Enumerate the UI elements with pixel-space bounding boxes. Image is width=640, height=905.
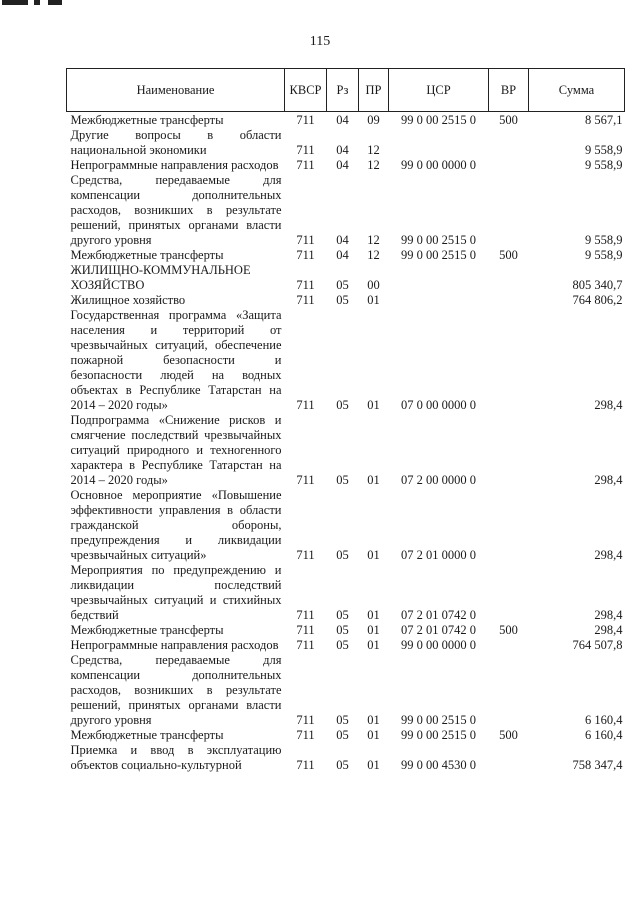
row-rz: 04 — [336, 113, 349, 127]
row-vr — [489, 173, 529, 248]
row-kvsr: 711 — [296, 278, 315, 292]
row-vr — [489, 308, 529, 413]
row-csr: 99 0 00 2515 0 — [401, 113, 476, 127]
row-vr — [489, 263, 529, 293]
row-sum: 298,4 — [594, 548, 623, 562]
row-sum: 758 347,4 — [572, 758, 623, 772]
row-kvsr: 711 — [296, 473, 315, 487]
row-rz: 04 — [336, 248, 349, 262]
row-sum: 6 160,4 — [585, 713, 623, 727]
table-row — [67, 728, 625, 743]
row-vr — [489, 128, 529, 158]
row-vr: 500 — [499, 248, 518, 262]
header-kvsr: КВСР — [285, 69, 327, 112]
row-name: Межбюджетные трансферты — [70, 248, 224, 262]
row-pr: 01 — [367, 623, 380, 637]
row-csr: 99 0 00 4530 0 — [401, 758, 476, 772]
row-pr: 12 — [367, 233, 380, 247]
row-pr: 01 — [367, 758, 380, 772]
row-rz: 05 — [336, 398, 349, 412]
row-name: Другие вопросы в области национальной экономики — [70, 128, 282, 157]
row-rz: 05 — [336, 728, 349, 742]
row-name: Жилищное хозяйство — [70, 293, 186, 307]
header-pr: ПР — [359, 69, 389, 112]
row-pr: 01 — [367, 473, 380, 487]
table-row — [67, 293, 625, 308]
table-row — [67, 128, 625, 158]
row-kvsr: 711 — [296, 758, 315, 772]
scan-corner-mark — [0, 0, 70, 6]
row-vr — [489, 653, 529, 728]
row-kvsr: 711 — [296, 728, 315, 742]
row-csr — [389, 128, 489, 158]
row-vr: 500 — [499, 728, 518, 742]
row-csr: 99 0 00 0000 0 — [401, 638, 476, 652]
row-pr: 09 — [367, 113, 380, 127]
table-row — [67, 112, 625, 129]
row-sum: 298,4 — [594, 473, 623, 487]
row-vr — [489, 293, 529, 308]
header-rz: Рз — [327, 69, 359, 112]
row-kvsr: 711 — [296, 293, 315, 307]
row-name: ЖИЛИЩНО-КОММУНАЛЬНОЕ ХОЗЯЙСТВО — [70, 263, 251, 292]
row-sum: 764 806,2 — [572, 293, 623, 307]
row-csr: 99 0 00 2515 0 — [401, 728, 476, 742]
row-name: Средства, передаваемые для компенсации дополнительных расходов, возникших в результате решений, принятых органами власти другого уровня — [70, 653, 282, 727]
row-csr: 99 0 00 2515 0 — [401, 233, 476, 247]
row-vr — [489, 488, 529, 563]
row-name: Непрограммные направления расходов — [70, 638, 279, 652]
row-rz: 04 — [336, 158, 349, 172]
row-rz: 05 — [336, 548, 349, 562]
row-csr: 07 2 00 0000 0 — [401, 473, 476, 487]
row-sum: 9 558,9 — [585, 158, 623, 172]
table-header-row — [67, 69, 625, 112]
row-csr: 99 0 00 2515 0 — [401, 713, 476, 727]
table-row — [67, 623, 625, 638]
row-sum: 9 558,9 — [585, 233, 623, 247]
table-row — [67, 563, 625, 623]
row-kvsr: 711 — [296, 248, 315, 262]
row-name: Приемка и ввод в эксплуатацию объектов социально-культурной — [70, 743, 282, 772]
row-kvsr: 711 — [296, 548, 315, 562]
row-kvsr: 711 — [296, 638, 315, 652]
row-kvsr: 711 — [296, 713, 315, 727]
row-name: Межбюджетные трансферты — [70, 113, 224, 127]
header-vr: ВР — [489, 69, 529, 112]
row-vr — [489, 413, 529, 488]
row-name: Непрограммные направления расходов — [70, 158, 279, 172]
table-row — [67, 308, 625, 413]
row-name: Государственная программа «Защита населения и территорий от чрезвычайных ситуаций, обеспечение пожарной безопасности и безопасности людей на водных объектах в Республике Татарстан на 2014 – 2020 годы» — [70, 308, 282, 412]
row-pr: 01 — [367, 398, 380, 412]
row-vr: 500 — [499, 113, 518, 127]
row-pr: 01 — [367, 548, 380, 562]
row-vr: 500 — [499, 623, 518, 637]
row-kvsr: 711 — [296, 623, 315, 637]
row-pr: 12 — [367, 158, 380, 172]
row-pr: 12 — [367, 248, 380, 262]
row-sum: 805 340,7 — [572, 278, 623, 292]
row-rz: 04 — [336, 233, 349, 247]
row-name: Межбюджетные трансферты — [70, 623, 224, 637]
row-kvsr: 711 — [296, 158, 315, 172]
row-rz: 04 — [336, 143, 349, 157]
row-csr — [389, 293, 489, 308]
table-row — [67, 263, 625, 293]
row-sum: 6 160,4 — [585, 728, 623, 742]
row-sum: 9 558,9 — [585, 143, 623, 157]
row-pr: 12 — [367, 143, 380, 157]
row-rz: 05 — [336, 278, 349, 292]
row-kvsr: 711 — [296, 113, 315, 127]
row-csr: 99 0 00 0000 0 — [401, 158, 476, 172]
table-row — [67, 413, 625, 488]
row-csr: 07 0 00 0000 0 — [401, 398, 476, 412]
row-rz: 05 — [336, 638, 349, 652]
row-vr — [489, 743, 529, 773]
row-kvsr: 711 — [296, 608, 315, 622]
row-vr — [489, 638, 529, 653]
row-kvsr: 711 — [296, 233, 315, 247]
row-rz: 05 — [336, 758, 349, 772]
table-row — [67, 248, 625, 263]
header-sum: Сумма — [529, 69, 625, 112]
table-row — [67, 743, 625, 773]
row-rz: 05 — [336, 623, 349, 637]
row-sum: 298,4 — [594, 623, 623, 637]
row-csr: 07 2 01 0000 0 — [401, 548, 476, 562]
row-pr: 00 — [367, 278, 380, 292]
row-sum: 764 507,8 — [572, 638, 623, 652]
row-csr: 07 2 01 0742 0 — [401, 608, 476, 622]
header-csr: ЦСР — [389, 69, 489, 112]
row-pr: 01 — [367, 728, 380, 742]
row-rz: 05 — [336, 608, 349, 622]
table-row — [67, 158, 625, 173]
table-row — [67, 488, 625, 563]
row-name: Средства, передаваемые для компенсации дополнительных расходов, возникших в результате решений, принятых органами власти другого уровня — [70, 173, 282, 247]
budget-table — [66, 68, 625, 773]
row-rz: 05 — [336, 473, 349, 487]
row-sum: 9 558,9 — [585, 248, 623, 262]
row-kvsr: 711 — [296, 143, 315, 157]
row-name: Подпрограмма «Снижение рисков и смягчение последствий чрезвычайных ситуаций природного и техногенного характера в Республике Татарстан на 2014 – 2020 годы» — [70, 413, 282, 487]
row-name: Основное мероприятие «Повышение эффективности управления в области гражданской обороны, предупреждения и ликвидации чрезвычайных ситуаций» — [70, 488, 282, 562]
row-pr: 01 — [367, 713, 380, 727]
row-csr: 07 2 01 0742 0 — [401, 623, 476, 637]
row-rz: 05 — [336, 713, 349, 727]
row-pr: 01 — [367, 638, 380, 652]
row-sum: 298,4 — [594, 398, 623, 412]
row-name: Межбюджетные трансферты — [70, 728, 224, 742]
row-name: Мероприятия по предупреждению и ликвидации последствий чрезвычайных ситуаций и стихийных бедствий — [70, 563, 282, 622]
table-row — [67, 638, 625, 653]
row-pr: 01 — [367, 608, 380, 622]
row-rz: 05 — [336, 293, 349, 307]
table-body — [67, 112, 625, 774]
page-number: 115 — [309, 34, 331, 49]
row-csr: 99 0 00 2515 0 — [401, 248, 476, 262]
row-vr — [489, 158, 529, 173]
table-row — [67, 653, 625, 728]
table-row — [67, 173, 625, 248]
row-kvsr: 711 — [296, 398, 315, 412]
row-vr — [489, 563, 529, 623]
row-pr: 01 — [367, 293, 380, 307]
row-csr — [389, 263, 489, 293]
row-sum: 8 567,1 — [585, 113, 623, 127]
row-sum: 298,4 — [594, 608, 623, 622]
header-name: Наименование — [67, 69, 285, 112]
